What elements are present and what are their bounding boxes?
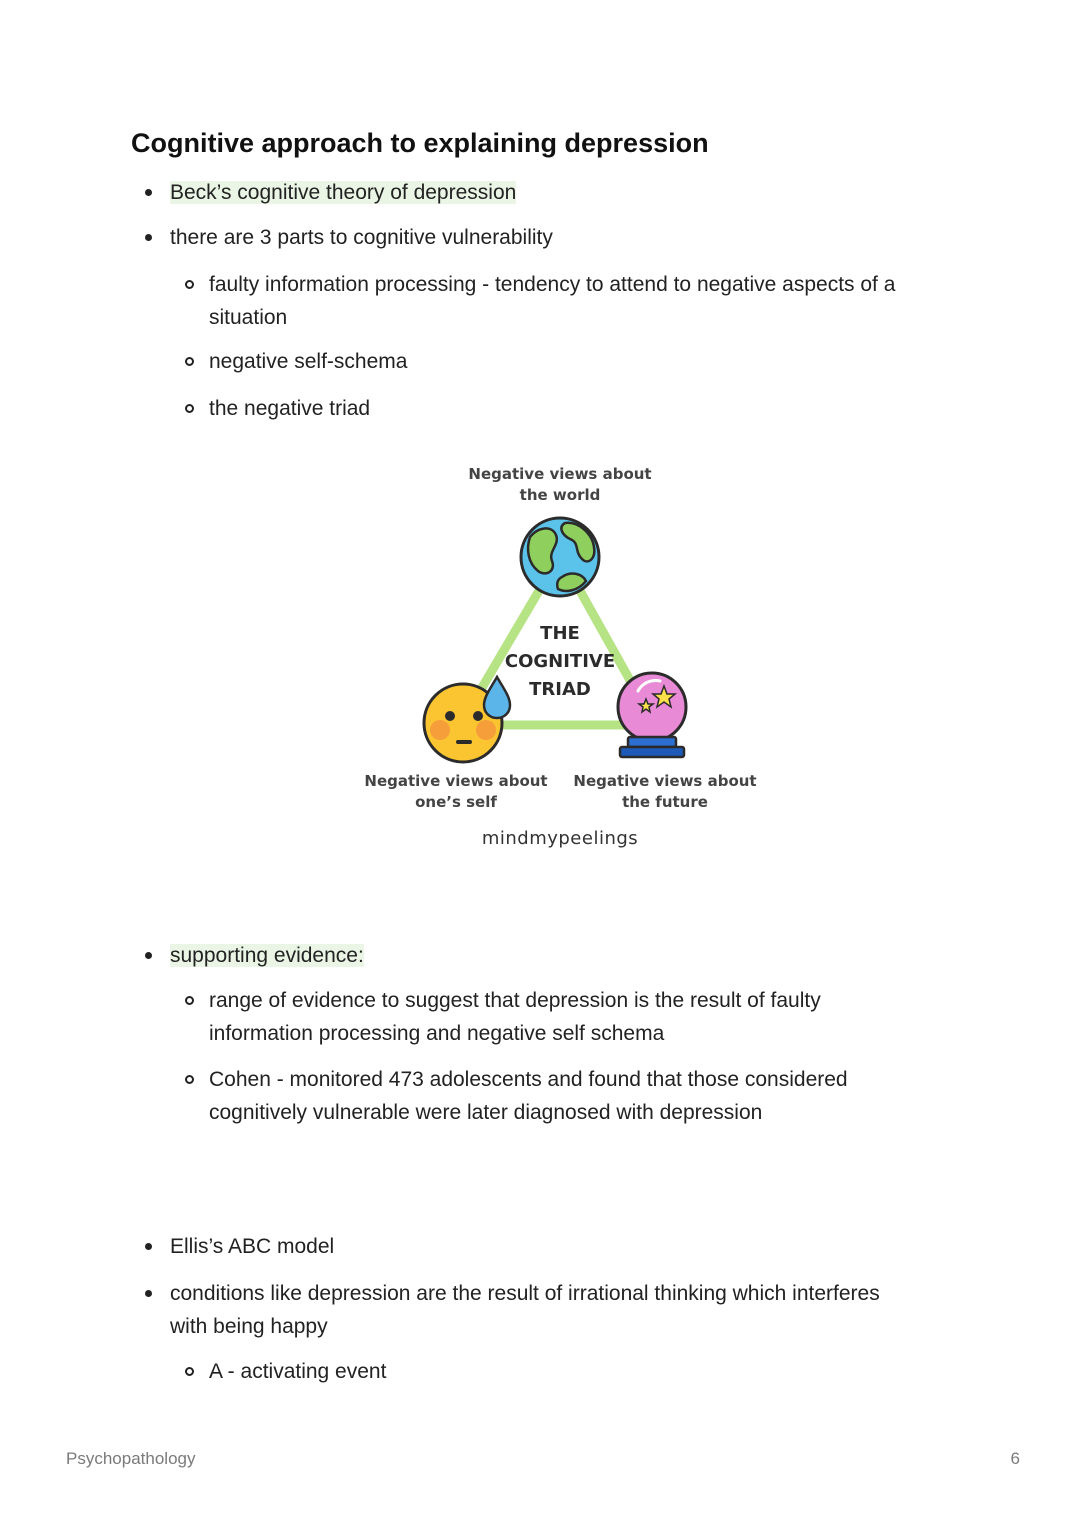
sub-bullet-self-schema: negative self-schema	[209, 345, 929, 378]
brand-watermark: mindmypeelings	[481, 828, 639, 849]
bullet-irrational-thinking	[170, 1277, 930, 1343]
sub-bullet-faulty-processing	[209, 268, 929, 334]
sub-bullet-line: situation	[209, 306, 288, 329]
bullet-beck-theory	[170, 176, 516, 209]
sub-bullet-line: range of evidence to suggest that depression is the result of faulty	[209, 989, 821, 1012]
bullet-text: supporting evidence:	[170, 944, 364, 967]
bullet-text: Beck’s cognitive theory of depression	[170, 181, 517, 204]
label-self: Negative views about one’s self	[364, 772, 548, 811]
sub-bullet-range-evidence	[209, 984, 929, 1050]
sub-bullet-line: faulty information processing - tendency to attend to negative aspects of a	[209, 273, 896, 296]
label-world: Negative views about the world	[468, 465, 652, 504]
bullet-supporting-evidence	[170, 939, 364, 972]
earth-icon	[521, 518, 599, 596]
sub-bullet-cohen	[209, 1063, 929, 1129]
footer-subject: Psychopathology	[66, 1449, 196, 1468]
triad-center-label: THE COGNITIVE TRIAD	[504, 623, 616, 700]
bullet-vulnerability: there are 3 parts to cognitive vulnerability	[170, 221, 553, 254]
sub-bullet-line: information processing and negative self schema	[209, 1022, 665, 1045]
bullet-ellis-abc: Ellis’s ABC model	[170, 1230, 334, 1263]
label-future: Negative views about the future	[573, 772, 757, 811]
cognitive-triad-diagram	[360, 455, 760, 865]
bullet-line: conditions like depression are the result of irrational thinking which interferes	[170, 1282, 880, 1305]
page-number: 6	[1010, 1449, 1020, 1468]
page-title: Cognitive approach to explaining depression	[131, 128, 709, 158]
sub-bullet-line: Cohen - monitored 473 adolescents and found that those considered	[209, 1068, 848, 1091]
sub-bullet-line: cognitively vulnerable were later diagnosed with depression	[209, 1101, 763, 1124]
sub-bullet-activating-event: A - activating event	[209, 1355, 929, 1388]
triad-graphic	[360, 455, 760, 775]
sub-bullet-negative-triad: the negative triad	[209, 392, 929, 425]
bullet-line: with being happy	[170, 1315, 328, 1338]
